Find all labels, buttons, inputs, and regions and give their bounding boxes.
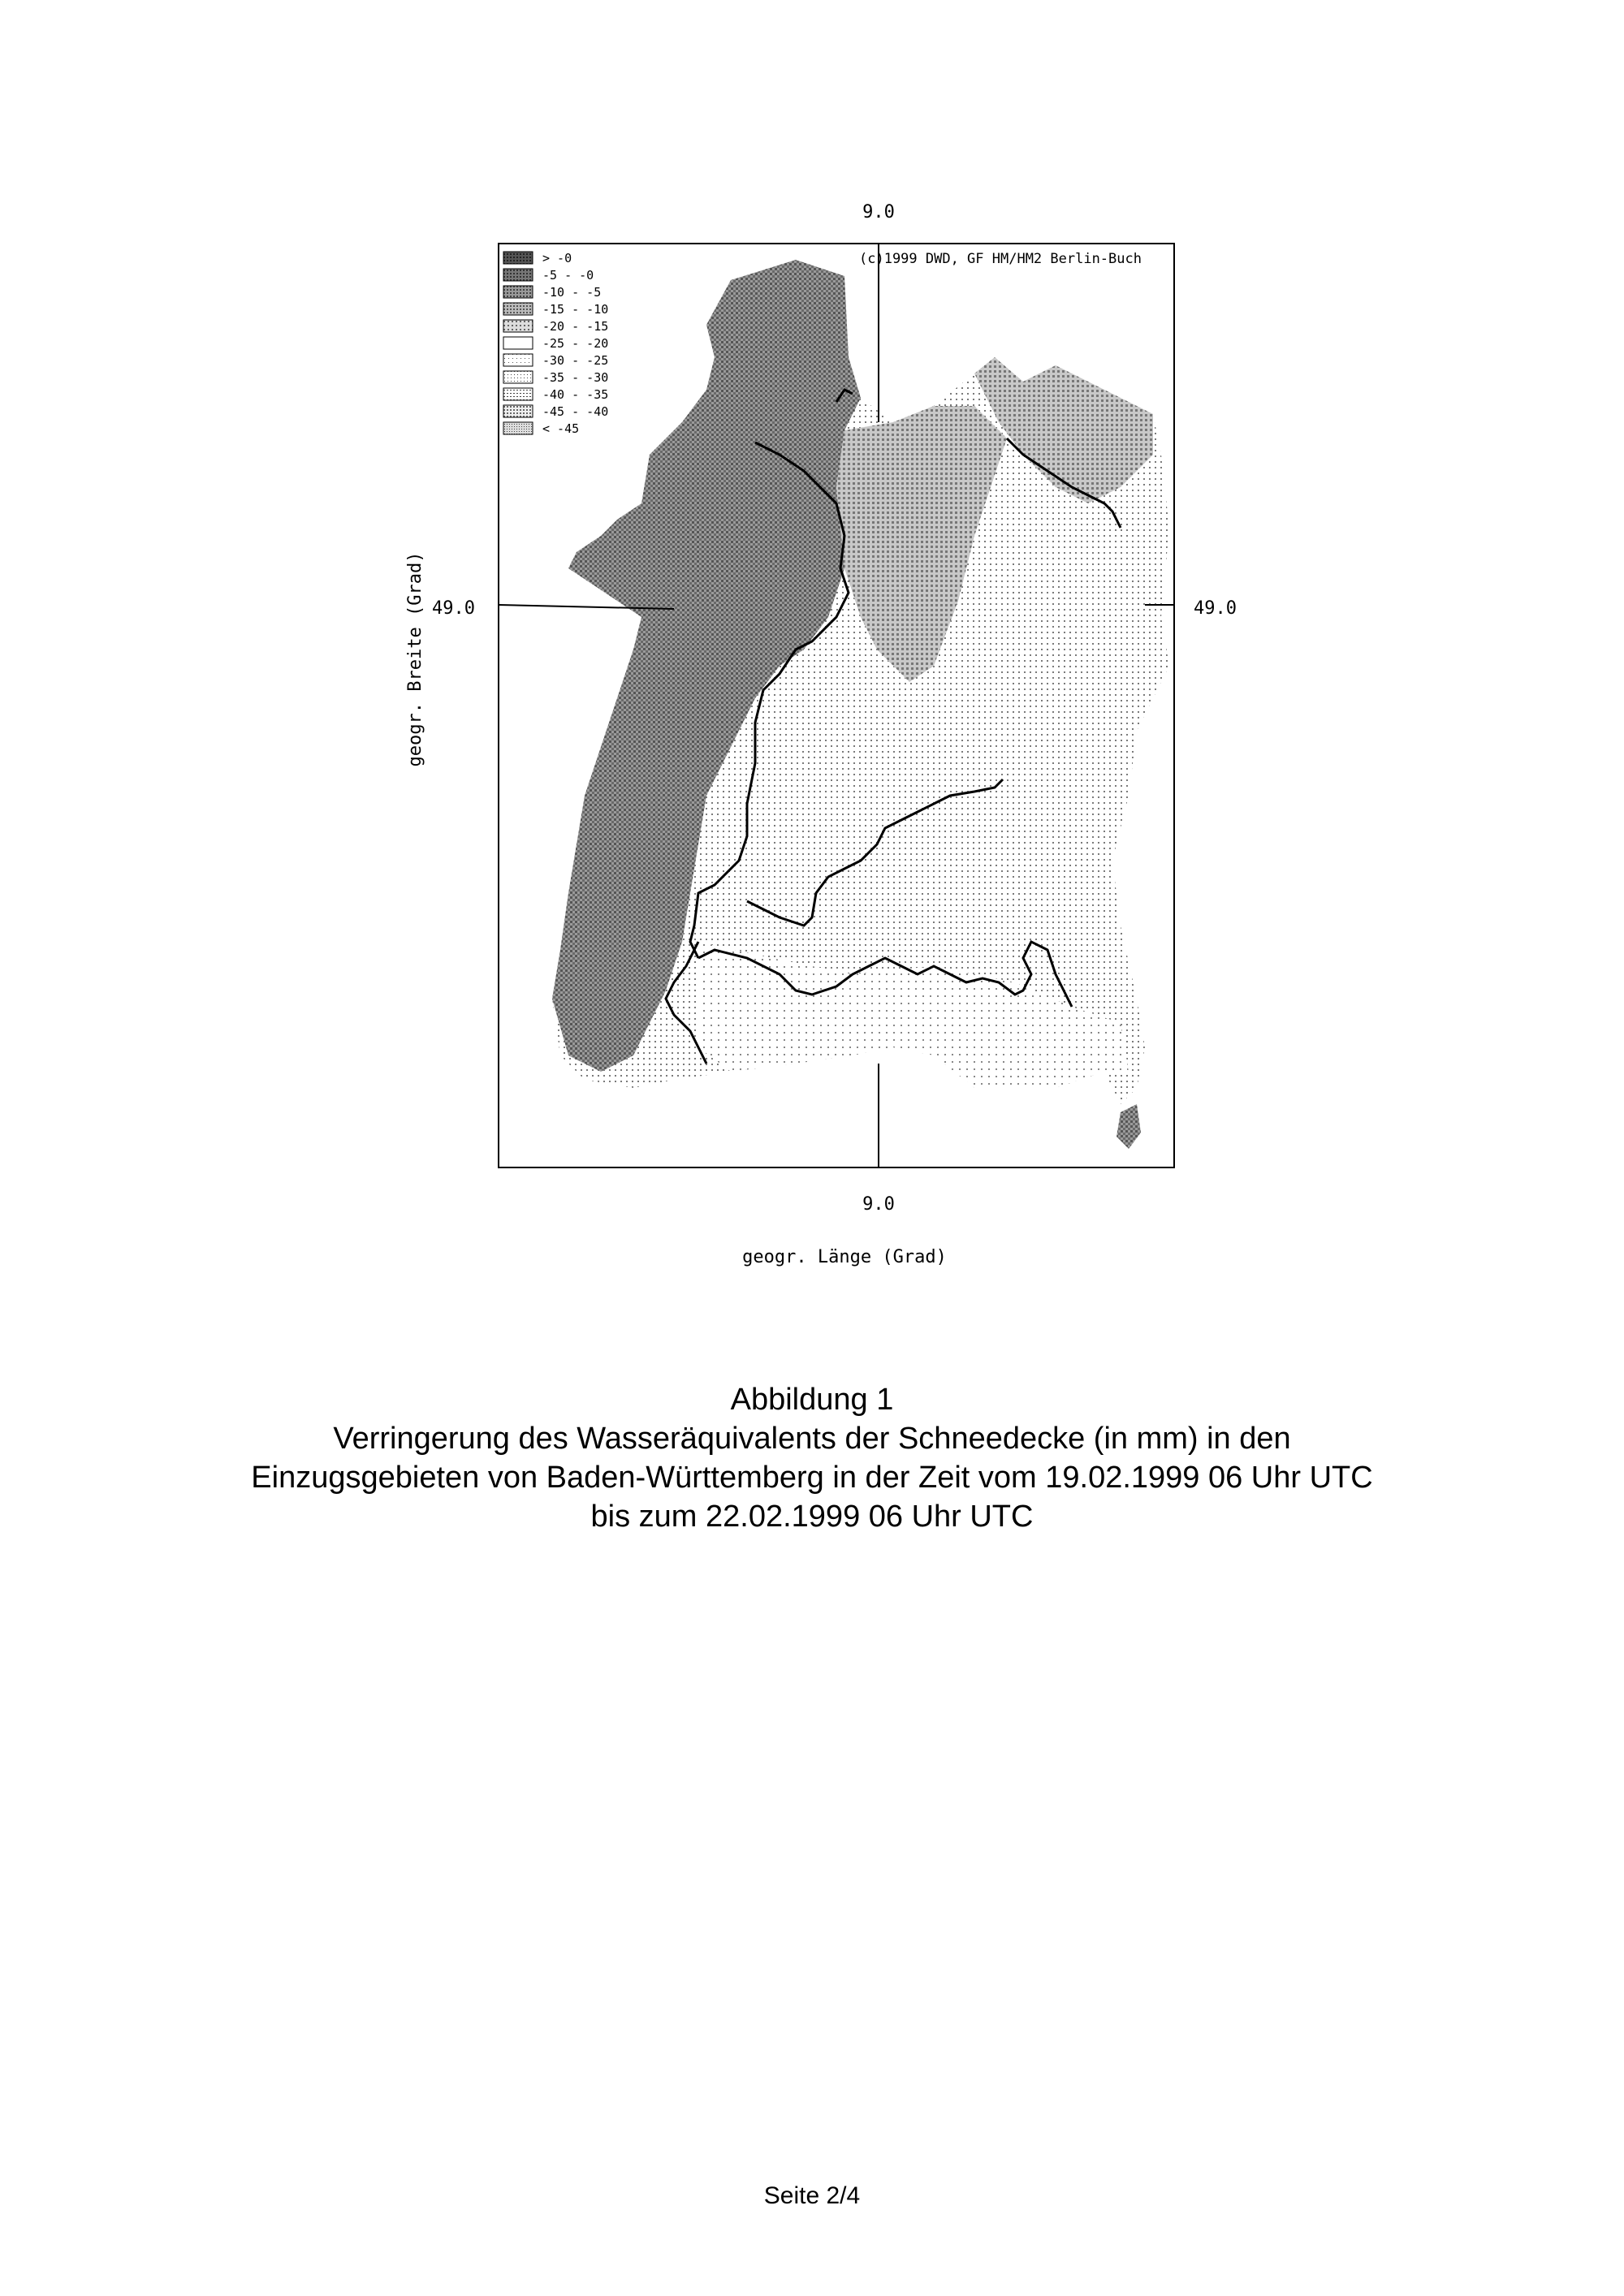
bottom-longitude-label: 9.0: [862, 1194, 895, 1215]
caption-line-2: Verringerung des Wasseräquivalents der Schneedecke (in mm) in den: [333, 1422, 1291, 1456]
legend-swatch: [503, 252, 533, 264]
right-latitude-label: 49.0: [1194, 598, 1237, 619]
legend-swatch: [503, 337, 533, 349]
legend-label: -10 - -5: [542, 285, 602, 300]
left-latitude-label: 49.0: [432, 598, 475, 619]
legend-swatch: [503, 354, 533, 366]
legend-swatch: [503, 269, 533, 281]
legend-swatch: [503, 388, 533, 400]
legend-label: -35 - -30: [542, 370, 609, 385]
legend-swatch: [503, 286, 533, 298]
legend-label: -25 - -20: [542, 336, 609, 351]
legend-swatch: [503, 303, 533, 315]
y-axis-title: geogr. Breite (Grad): [405, 551, 425, 767]
legend-swatch: [503, 405, 533, 417]
legend-swatch: [503, 320, 533, 332]
legend-label: -5 - -0: [542, 268, 594, 283]
map-legend: [503, 251, 608, 436]
page-number: Seite 2/4: [763, 2182, 861, 2209]
caption-figure-number: Abbildung 1: [730, 1383, 894, 1417]
legend-swatch: [503, 422, 533, 434]
legend-label: -40 - -35: [542, 387, 609, 402]
caption-line-4: bis zum 22.02.1999 06 Uhr UTC: [590, 1500, 1034, 1534]
legend-label: > -0: [542, 251, 572, 265]
figure-caption: [0, 1380, 1624, 1536]
legend-label: -30 - -25: [542, 353, 609, 368]
legend-label: < -45: [542, 421, 580, 436]
top-longitude-label: 9.0: [862, 202, 895, 222]
legend-label: -15 - -10: [542, 302, 609, 317]
legend-label: -45 - -40: [542, 404, 609, 419]
map-copyright: (c)1999 DWD, GF HM/HM2 Berlin-Buch: [859, 251, 1142, 267]
legend-label: -20 - -15: [542, 319, 609, 334]
x-axis-title: geogr. Länge (Grad): [742, 1247, 947, 1267]
caption-line-3: Einzugsgebieten von Baden-Württemberg in der Zeit vom 19.02.1999 06 Uhr UTC: [251, 1461, 1373, 1495]
legend-swatch: [503, 371, 533, 383]
